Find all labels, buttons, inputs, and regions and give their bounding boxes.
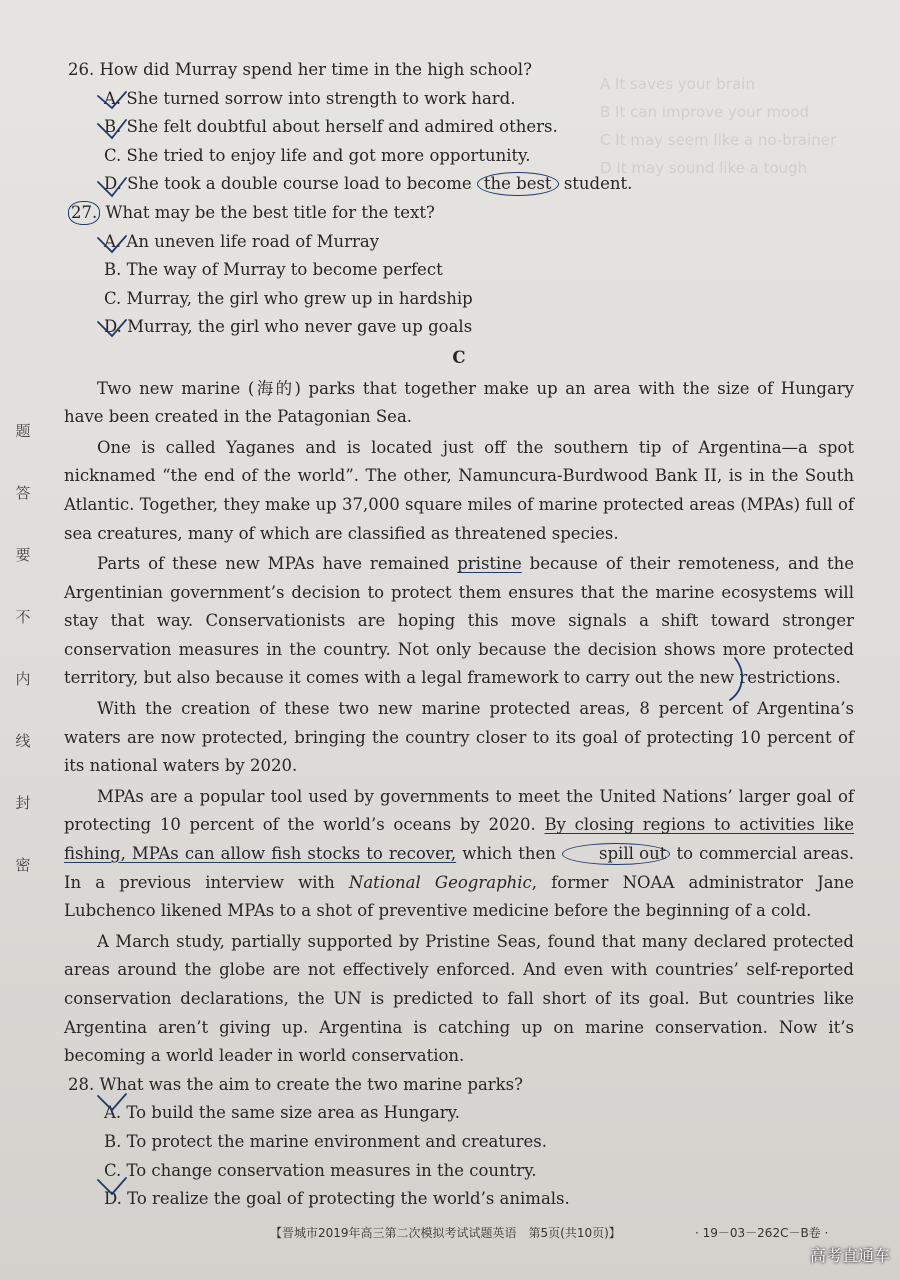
passage-paragraph-4: With the creation of these two new marine protected areas, 8 percent of Argentina’s waters are now protected, bringing the country closer to its goal of protecting 10 percent of its national waters by 2020. bbox=[64, 699, 854, 776]
show-through-text: A It saves your brain B It can improve your mood C It may seem like a no-brainer D It may sound like a tough bbox=[600, 75, 837, 177]
pen-tick-mark bbox=[98, 120, 126, 138]
passage-paragraph-1: Two new marine (海的) parks that together make up an area with the size of Hungary have been created in the Patagonian Sea. bbox=[64, 378, 854, 427]
pen-tick-mark bbox=[98, 236, 126, 252]
question-26-option-a: A. She turned sorrow into strength to work hard. bbox=[104, 88, 516, 108]
circled-phrase: the best bbox=[477, 172, 559, 196]
question-28-option-a: A. To build the same size area as Hungary. bbox=[104, 1103, 460, 1123]
question-26-stem: 26. How did Murray spend her time in the high school? bbox=[68, 60, 532, 79]
pen-tick-mark bbox=[98, 320, 126, 336]
margin-char: 题 bbox=[15, 422, 31, 440]
paragraph-text: which then bbox=[462, 844, 556, 864]
margin-char: 不 bbox=[15, 608, 31, 626]
question-28-stem: 28. What was the aim to create the two marine parks? bbox=[68, 1074, 523, 1094]
pen-tick-mark bbox=[98, 92, 126, 108]
magazine-title: National Geographic bbox=[348, 872, 532, 892]
passage-paragraph-2: One is called Yaganes and is located just off the southern tip of Argentina—a spot nicknamed “the end of the world”. The other, Namuncura-Burdwood Bank II, is in the South Atlantic. Together, they make up 37,000 square miles of marine protected areas (MPAs) full of sea creatures, many of which are classified as threatened species. bbox=[64, 437, 854, 543]
watermark-text: 高考直通车 bbox=[809, 1246, 890, 1265]
question-27-option-a: A. An uneven life road of Murray bbox=[104, 231, 380, 251]
page-footer: 【晋城市2019年高三第二次模拟考试试题英语 第5页(共10页)】 bbox=[270, 1226, 621, 1240]
option-d-text: D. She took a double course load to become bbox=[104, 174, 472, 194]
paragraph-text: , former NOAA administrator Jane Lubchenco likened MPAs to a shot of preventive medicine before the beginning of a cold. bbox=[64, 872, 855, 921]
question-27-option-d: D. Murray, the girl who never gave up goals bbox=[104, 317, 473, 337]
underlined-word: pristine bbox=[457, 554, 522, 574]
question-27-option-c: C. Murray, the girl who grew up in hardship bbox=[104, 288, 473, 308]
margin-char: 内 bbox=[15, 670, 31, 688]
margin-char: 答 bbox=[15, 484, 31, 502]
question-28-option-d: D. To realize the goal of protecting the world’s animals. bbox=[104, 1189, 570, 1209]
question-26-option-c: C. She tried to enjoy life and got more opportunity. bbox=[104, 145, 531, 165]
pen-tick-mark bbox=[98, 178, 126, 196]
underlined-sentence: By closing regions to activities like fishing, MPAs can allow fish stocks to recover, bbox=[64, 815, 855, 864]
paper-code: · 19－03－262C－B卷 · bbox=[695, 1226, 829, 1240]
paragraph-text: to commercial areas. In a previous interview with bbox=[64, 844, 855, 892]
margin-char: 密 bbox=[15, 856, 31, 874]
paragraph-text: Parts of these new MPAs have remained bbox=[97, 554, 450, 574]
pen-tick-mark bbox=[98, 1178, 126, 1194]
margin-char: 要 bbox=[15, 546, 31, 564]
question-27-option-b: B. The way of Murray to become perfect bbox=[104, 260, 443, 280]
circled-phrase: spill out bbox=[562, 843, 670, 865]
pen-bracket bbox=[730, 658, 742, 700]
margin-char: 封 bbox=[15, 794, 31, 812]
option-d-text-end: student. bbox=[563, 174, 633, 194]
question-27-text: What may be the best title for the text? bbox=[105, 202, 435, 222]
question-26-option-b: B. She felt doubtful about herself and admired others. bbox=[104, 117, 558, 137]
paragraph-text: because of their remoteness, and the Argentinian government’s decision to protect them ensures that the marine ecosystems will stay that way. Conservationists are hoping this move signals a shift toward stronger conservation measures in the country. Not only because the decision shows more protected territory, but also because it comes with a legal framework to carry out the new restrictions. bbox=[64, 554, 854, 688]
pen-tick-mark bbox=[98, 1094, 126, 1110]
section-heading: C bbox=[452, 347, 466, 367]
question-28-option-c: C. To change conservation measures in the country. bbox=[104, 1160, 537, 1180]
passage-paragraph-6: A March study, partially supported by Pristine Seas, found that many declared protected areas around the globe are not effectively enforced. And even with countries’ self-reported conservation declarations, the UN is predicted to fall short of its goal. But countries like Argentina aren’t giving up. Argentina is catching up on marine conservation. Now it’s becoming a world leader in world conservation. bbox=[64, 931, 854, 1066]
question-number-circled: 27. bbox=[68, 201, 100, 225]
question-28-option-b: B. To protect the marine environment and creatures. bbox=[104, 1131, 547, 1151]
paragraph-text: MPAs are a popular tool used by governments to meet the United Nations’ larger goal of protecting 10 percent of the world’s oceans by 2020. bbox=[64, 786, 854, 835]
margin-char: 线 bbox=[15, 732, 31, 750]
